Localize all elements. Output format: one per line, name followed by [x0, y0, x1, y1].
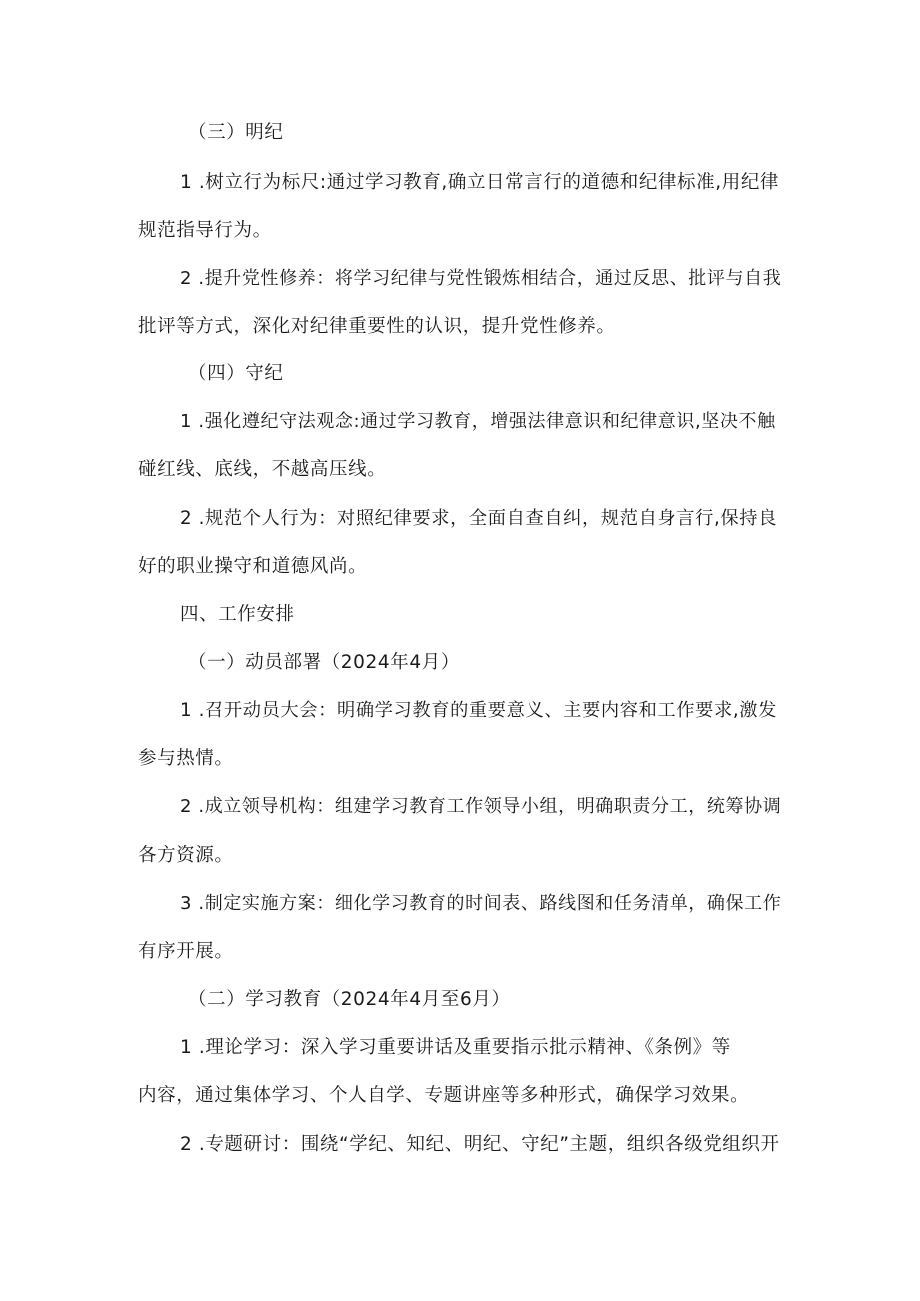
paragraph-line: 1 .理论学习：深入学习重要讲话及重要指示批示精神、《条例》等 — [180, 1037, 731, 1058]
paragraph-line: 1 .强化遵纪守法观念:通过学习教育，增强法律意识和纪律意识,坚决不触 — [180, 411, 776, 432]
paragraph-line: 参与热情。 — [138, 748, 234, 769]
paragraph-line: 2 .成立领导机构：组建学习教育工作领导小组，明确职责分工，统筹协调 — [180, 796, 782, 817]
paragraph-line: 各方资源。 — [138, 845, 234, 866]
paragraph-line: 2 .提升党性修养：将学习纪律与党性锻炼相结合，通过反思、批评与自我 — [180, 268, 782, 289]
paragraph-line: 有序开展。 — [138, 941, 234, 962]
paragraph-line: 碰红线、底线，不越高压线。 — [138, 459, 387, 480]
section-heading-mingji: （三）明纪 — [188, 122, 284, 143]
section-heading-study: （二）学习教育（2024年4月至6月） — [188, 989, 511, 1010]
paragraph-line: 1 .召开动员大会：明确学习教育的重要意义、主要内容和工作要求,激发 — [180, 700, 777, 721]
section-heading-shouji: （四）守纪 — [188, 363, 284, 384]
section-heading-mobilization: （一）动员部署（2024年4月） — [188, 652, 460, 673]
paragraph-line: 2 .专题研讨：围绕“学纪、知纪、明纪、守纪”主题，组织各级党组织开 — [180, 1134, 780, 1155]
paragraph-line: 规范指导行为。 — [138, 220, 272, 241]
chapter-heading-work-arrangement: 四、工作安排 — [180, 604, 295, 625]
paragraph-line: 内容，通过集体学习、个人自学、专题讲座等多种形式，确保学习效果。 — [138, 1085, 750, 1106]
paragraph-line: 1 .树立行为标尺:通过学习教育,确立日常言行的道德和纪律标准,用纪律 — [180, 172, 780, 193]
paragraph-line: 2 .规范个人行为：对照纪律要求，全面自查自纠，规范自身言行,保持良 — [180, 508, 777, 529]
paragraph-line: 3 .制定实施方案：细化学习教育的时间表、路线图和任务清单，确保工作 — [180, 893, 782, 914]
paragraph-line: 批评等方式，深化对纪律重要性的认识，提升党性修养。 — [138, 316, 616, 337]
paragraph-line: 好的职业操守和道德风尚。 — [138, 556, 368, 577]
